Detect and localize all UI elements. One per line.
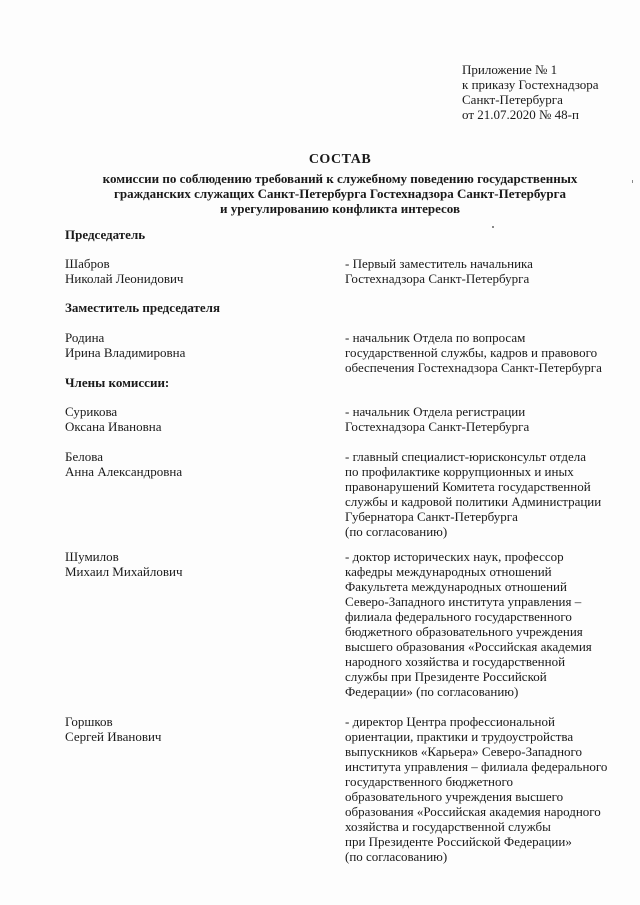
given-names: Анна Александровна xyxy=(65,464,183,479)
role-line: Губернатора Санкт-Петербурга xyxy=(345,509,518,524)
title-line: и урегулированию конфликта интересов xyxy=(219,201,460,216)
role-line: (по согласованию) xyxy=(345,524,448,539)
person-name xyxy=(65,549,315,579)
person-name xyxy=(65,256,315,286)
role-line: высшего образования «Российская академия xyxy=(345,639,592,654)
attachment-line: от 21.07.2020 № 48-п xyxy=(462,107,579,122)
given-names: Оксана Ивановна xyxy=(65,419,162,434)
role-line: Факультета международных отношений xyxy=(345,579,567,594)
person-role xyxy=(345,404,625,434)
person-name xyxy=(65,404,315,434)
given-names: Ирина Владимировна xyxy=(65,345,186,360)
surname: Белова xyxy=(65,449,103,464)
section-deputy: Заместитель председателя xyxy=(65,300,221,315)
role-line: ориентации, практики и трудоустройства xyxy=(345,729,574,744)
role-line: - Первый заместитель начальника xyxy=(345,256,533,271)
title-line: гражданских служащих Санкт-Петербурга Гостехнадзора Санкт-Петербурга xyxy=(113,186,567,201)
person-role xyxy=(345,449,625,539)
role-line: института управления – филиала федерального xyxy=(345,759,608,774)
role-line: правонарушений Комитета государственной xyxy=(345,479,591,494)
role-line: государственного бюджетного xyxy=(345,774,513,789)
document-title xyxy=(60,152,620,216)
role-line: выпускников «Карьера» Северо-Западного xyxy=(345,744,583,759)
person-role xyxy=(345,714,625,864)
role-line: народного хозяйства и государственной xyxy=(345,654,566,669)
role-line: филиала федерального государственного xyxy=(345,609,572,624)
person-role xyxy=(345,256,625,286)
role-line: хозяйства и государственной службы xyxy=(345,819,551,834)
role-line: по профилактике коррупционных и иных xyxy=(345,464,574,479)
attachment-line: Приложение № 1 xyxy=(462,62,558,77)
person-name xyxy=(65,330,315,360)
role-line: Гостехнадзора Санкт-Петербурга xyxy=(345,271,530,286)
surname: Родина xyxy=(65,330,105,345)
role-line: образовательного учреждения высшего xyxy=(345,789,564,804)
person-role xyxy=(345,330,625,375)
role-line: - доктор исторических наук, профессор xyxy=(345,549,564,564)
role-line: при Президенте Российской Федерации» xyxy=(345,834,572,849)
section-chairman: Председатель xyxy=(65,227,146,242)
given-names: Николай Леонидович xyxy=(65,271,184,286)
scan-speck xyxy=(632,180,633,183)
role-line: кафедры международных отношений xyxy=(345,564,552,579)
role-line: - начальник Отдела по вопросам xyxy=(345,330,526,345)
role-line: - начальник Отдела регистрации xyxy=(345,404,526,419)
role-line: Северо-Западного института управления – xyxy=(345,594,582,609)
role-line: бюджетного образовательного учреждения xyxy=(345,624,583,639)
person-name xyxy=(65,449,315,479)
section-members: Члены комиссии: xyxy=(65,375,170,390)
role-line: службы и кадровой политики Администрации xyxy=(345,494,602,509)
surname: Шабров xyxy=(65,256,110,271)
title-heading: СОСТАВ xyxy=(308,152,372,167)
role-line: образования «Российская академия народного xyxy=(345,804,601,819)
role-line: (по согласованию) xyxy=(345,849,448,864)
role-line: Гостехнадзора Санкт-Петербурга xyxy=(345,419,530,434)
given-names: Михаил Михайлович xyxy=(65,564,183,579)
surname: Шумилов xyxy=(65,549,119,564)
attachment-note xyxy=(462,62,632,122)
surname: Сурикова xyxy=(65,404,118,419)
given-names: Сергей Иванович xyxy=(65,729,162,744)
person-role xyxy=(345,549,625,699)
title-line: комиссии по соблюдению требований к служебному поведению государственных xyxy=(102,171,578,186)
role-line: службы при Президенте Российской xyxy=(345,669,547,684)
role-line: Федерации» (по согласованию) xyxy=(345,684,519,699)
surname: Горшков xyxy=(65,714,113,729)
role-line: - главный специалист-юрисконсульт отдела xyxy=(345,449,586,464)
attachment-line: к приказу Гостехнадзора xyxy=(462,77,599,92)
attachment-line: Санкт-Петербурга xyxy=(462,92,563,107)
role-line: государственной службы, кадров и правового xyxy=(345,345,598,360)
scan-speck xyxy=(492,226,494,228)
role-line: обеспечения Гостехнадзора Санкт-Петербурга xyxy=(345,360,602,375)
role-line: - директор Центра профессиональной xyxy=(345,714,555,729)
person-name xyxy=(65,714,315,744)
